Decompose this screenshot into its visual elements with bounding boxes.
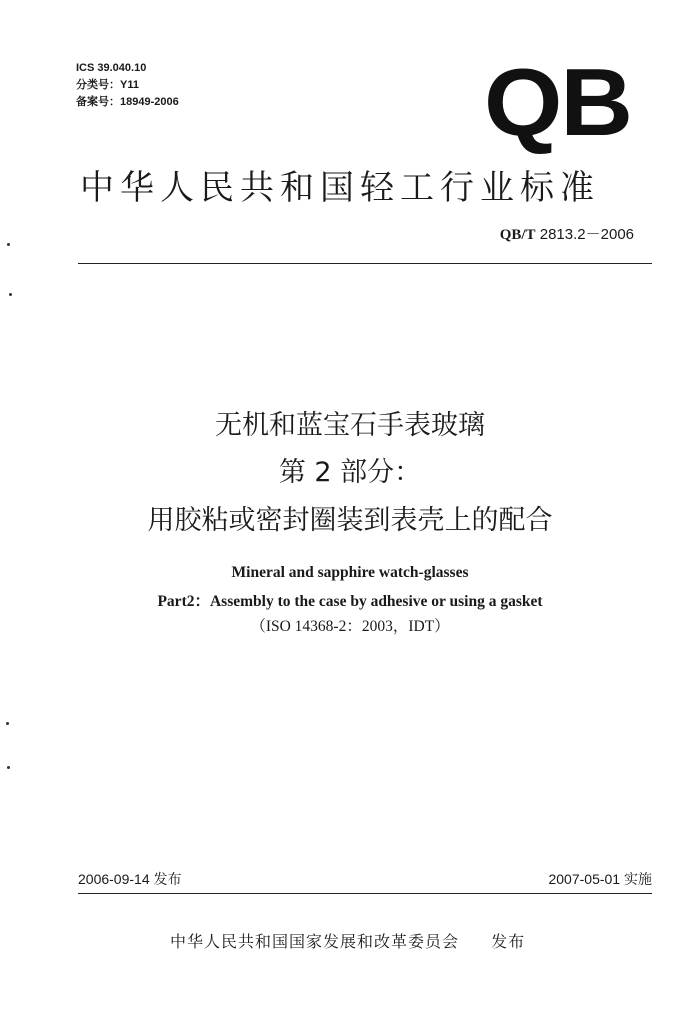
title-cn-line3: 用胶粘或密封圈装到表壳上的配合 [147,505,553,536]
effective-date: 2007-05-01 实施 [548,871,652,887]
standard-category-title: 中华人民共和国轻工行业标准 [80,168,600,208]
scan-speck [7,766,10,769]
title-en-line1: Mineral and sapphire watch-glasses [231,564,469,581]
title-en-line3: （ISO 14368-2：2003，IDT） [250,618,450,635]
title-cn-line1: 无机和蓝宝石手表玻璃 [215,410,485,441]
filing-number: 备案号：18949-2006 [76,96,179,108]
standard-number [500,223,634,244]
issue-date: 2006-09-14 发布 [78,871,182,887]
publisher-name: 中华人民共和国国家发展和改革委员会 [170,932,460,951]
scan-speck [9,293,12,296]
ics-code: ICS 39.040.10 [76,62,147,74]
standard-code: 2813.2－2006 [539,226,634,243]
scan-speck [6,722,9,725]
qb-logo: QB [484,49,631,156]
classification-number: 分类号：Y11 [76,79,139,91]
publisher-line [170,929,525,952]
publisher-action: 发布 [491,932,526,951]
document-metadata [76,60,179,111]
top-divider [78,263,652,264]
title-en-line2: Part2：Assembly to the case by adhesive or using a gasket [157,593,543,610]
bottom-divider [78,893,652,894]
scan-speck [7,243,10,246]
title-cn-line2: 第 2 部分： [278,457,422,488]
standard-prefix: QB/T [499,227,536,243]
